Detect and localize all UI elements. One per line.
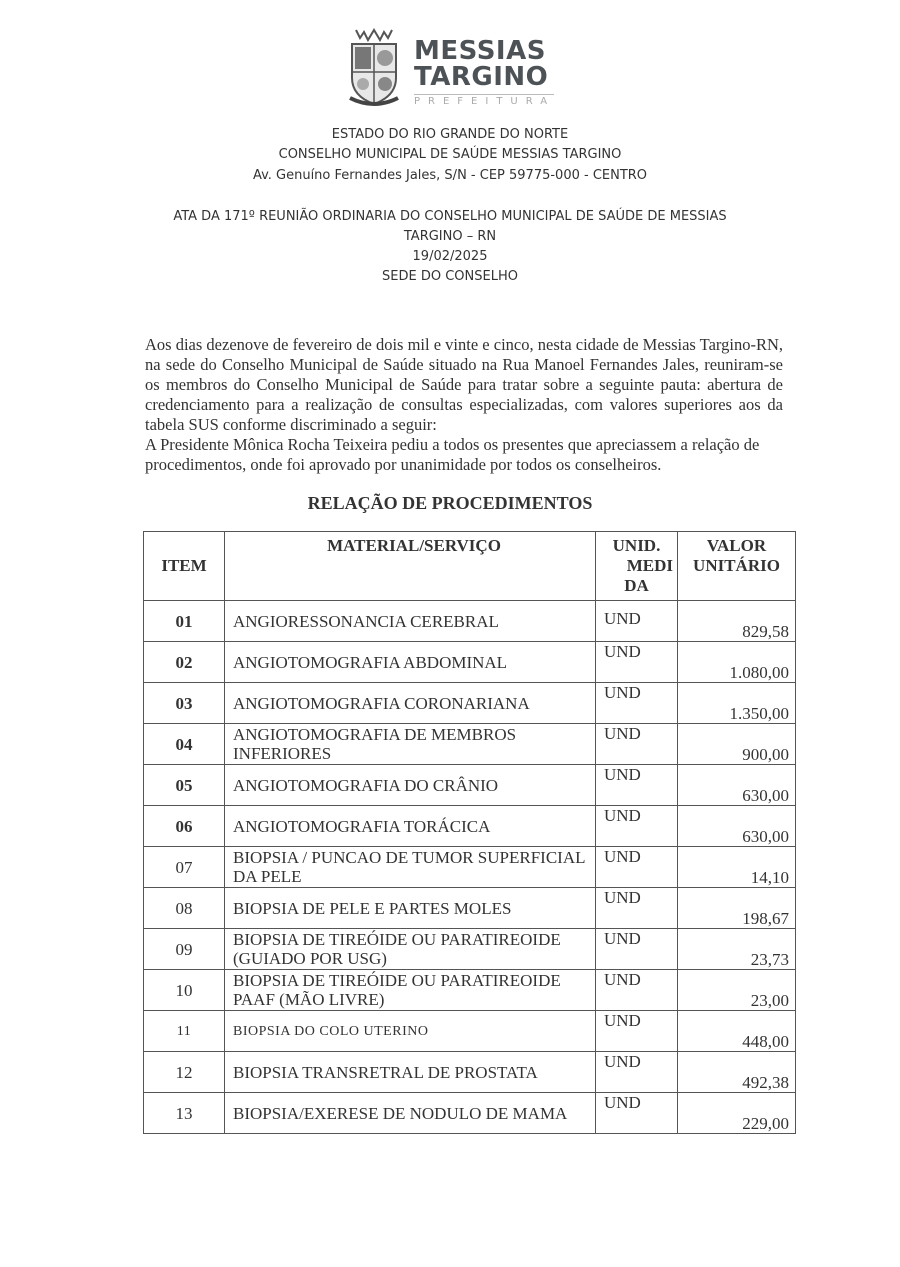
header-council: CONSELHO MUNICIPAL DE SAÚDE MESSIAS TARGINO: [278, 147, 622, 162]
row-service: BIOPSIA DE TIREÓIDE OU PARATIREOIDE PAAF (MÃO LIVRE): [225, 970, 596, 1011]
procedures-title: RELAÇÃO DE PROCEDIMENTOS: [307, 493, 593, 513]
table-row: [144, 601, 796, 642]
meeting-location: SEDE DO CONSELHO: [382, 269, 518, 284]
row-unit: UND: [596, 1011, 678, 1052]
row-value: 198,67: [678, 888, 796, 929]
row-item: 03: [144, 683, 225, 724]
row-service: ANGIOTOMOGRAFIA CORONARIANA: [225, 683, 596, 724]
row-service: ANGIORESSONANCIA CEREBRAL: [225, 601, 596, 642]
row-item: 01: [144, 601, 225, 642]
table-row: [144, 806, 796, 847]
meeting-date: 19/02/2025: [412, 249, 488, 264]
row-value: 900,00: [678, 724, 796, 765]
row-unit: UND: [596, 683, 678, 724]
row-service: BIOPSIA / PUNCAO DE TUMOR SUPERFICIAL DA PELE: [225, 847, 596, 888]
row-item: 13: [144, 1093, 225, 1134]
row-value: 448,00: [678, 1011, 796, 1052]
row-service: BIOPSIA TRANSRETRAL DE PROSTATA: [225, 1052, 596, 1093]
row-item: 11: [144, 1011, 225, 1052]
header-unit-line3: DA: [624, 576, 649, 595]
table-row: [144, 642, 796, 683]
row-item: 05: [144, 765, 225, 806]
table-row: [144, 1052, 796, 1093]
meeting-title-line1: ATA DA 171º REUNIÃO ORDINARIA DO CONSELHO MUNICIPAL DE SAÚDE DE MESSIAS: [173, 209, 727, 224]
row-value: 630,00: [678, 765, 796, 806]
row-value: 1.080,00: [678, 642, 796, 683]
row-item: 02: [144, 642, 225, 683]
row-service: ANGIOTOMOGRAFIA DO CRÂNIO: [225, 765, 596, 806]
minutes-body: [145, 335, 783, 475]
row-unit: UND: [596, 806, 678, 847]
minutes-paragraph-2: A Presidente Mônica Rocha Teixeira pediu a todos os presentes que apreciassem a relação de procedimentos, onde foi aprovado por unanimidade por todos os conselheiros.: [145, 435, 760, 474]
row-item: 08: [144, 888, 225, 929]
table-row: [144, 929, 796, 970]
header-value-line2: UNITÁRIO: [693, 556, 780, 575]
header-service: MATERIAL/SERVIÇO: [225, 532, 596, 601]
row-item: 12: [144, 1052, 225, 1093]
municipal-crest-icon: [346, 28, 402, 108]
letterhead-logo: [340, 28, 570, 114]
table-row: [144, 970, 796, 1011]
brand-name-line1: MESSIAS: [414, 36, 546, 66]
row-value: 829,58: [678, 601, 796, 642]
row-unit: UND: [596, 929, 678, 970]
table-header-row: [144, 532, 796, 601]
row-unit: UND: [596, 888, 678, 929]
row-service: ANGIOTOMOGRAFIA ABDOMINAL: [225, 642, 596, 683]
brand-name-line2: TARGINO: [414, 62, 549, 92]
row-service: ANGIOTOMOGRAFIA DE MEMBROS INFERIORES: [225, 724, 596, 765]
row-value: 630,00: [678, 806, 796, 847]
brand-subtitle: PREFEITURA: [414, 96, 556, 107]
table-row: [144, 888, 796, 929]
procedures-table: [143, 531, 796, 1134]
minutes-paragraph-1: Aos dias dezenove de fevereiro de dois mil e vinte e cinco, nesta cidade de Messias Targino-RN, na sede do Conselho Municipal de Saúde situado na Rua Manoel Fernandes Jales, reuniram-se os membros do Conselho Municipal de Saúde para tratar sobre a seguinte pauta: abertura de credenciamento para a realização de consultas especializadas, com valores superiores aos da tabela SUS conforme discriminado a seguir:: [145, 335, 783, 434]
row-value: 23,73: [678, 929, 796, 970]
row-unit: UND: [596, 765, 678, 806]
row-value: 229,00: [678, 1093, 796, 1134]
row-service: ANGIOTOMOGRAFIA TORÁCICA: [225, 806, 596, 847]
row-service: BIOPSIA/EXERESE DE NODULO DE MAMA: [225, 1093, 596, 1134]
table-row: [144, 847, 796, 888]
row-unit: UND: [596, 1093, 678, 1134]
row-item: 04: [144, 724, 225, 765]
row-unit: UND: [596, 1052, 678, 1093]
header-state: ESTADO DO RIO GRANDE DO NORTE: [331, 127, 569, 142]
row-service: BIOPSIA DO COLO UTERINO: [225, 1011, 596, 1052]
meeting-title-line2: TARGINO – RN: [403, 229, 497, 244]
row-item: 06: [144, 806, 225, 847]
row-unit: UND: [596, 847, 678, 888]
table-row: [144, 765, 796, 806]
header-address: Av. Genuíno Fernandes Jales, S/N - CEP 59775-000 - CENTRO: [252, 168, 648, 183]
row-unit: UND: [596, 724, 678, 765]
header-value: [678, 532, 796, 601]
row-unit: UND: [596, 601, 678, 642]
row-item: 10: [144, 970, 225, 1011]
row-service: BIOPSIA DE PELE E PARTES MOLES: [225, 888, 596, 929]
row-unit: UND: [596, 970, 678, 1011]
row-item: 09: [144, 929, 225, 970]
header-value-line1: VALOR: [706, 536, 767, 555]
table-row: [144, 724, 796, 765]
header-unit-line1: UNID.: [612, 536, 661, 555]
row-unit: UND: [596, 642, 678, 683]
table-row: [144, 683, 796, 724]
table-row: [144, 1011, 796, 1052]
row-service: BIOPSIA DE TIREÓIDE OU PARATIREOIDE (GUIADO POR USG): [225, 929, 596, 970]
row-item: 07: [144, 847, 225, 888]
row-value: 492,38: [678, 1052, 796, 1093]
row-value: 23,00: [678, 970, 796, 1011]
header-unit-line2: MEDI: [626, 556, 673, 575]
header-item: ITEM: [144, 532, 225, 601]
row-value: 14,10: [678, 847, 796, 888]
brand-divider: [414, 94, 554, 95]
row-value: 1.350,00: [678, 683, 796, 724]
header-unit: [596, 532, 678, 601]
table-row: [144, 1093, 796, 1134]
